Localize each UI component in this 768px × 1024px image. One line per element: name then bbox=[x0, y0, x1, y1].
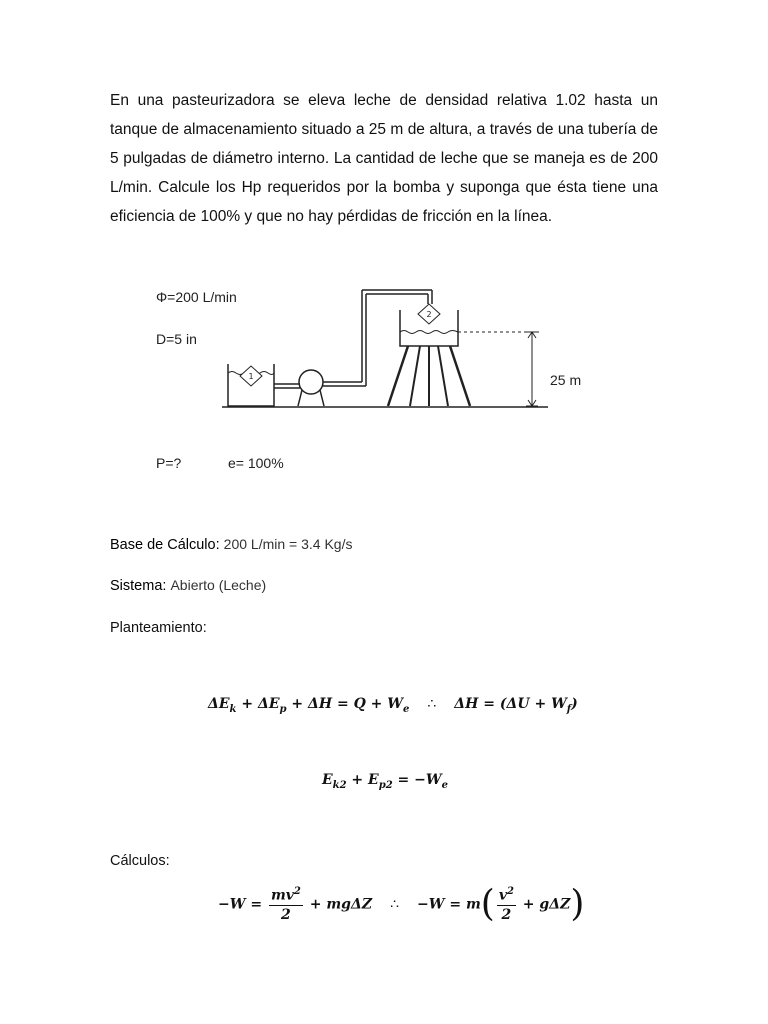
height-label: 25 m bbox=[550, 372, 582, 388]
base-label: Base de Cálculo: bbox=[110, 537, 220, 553]
system-label: Sistema: bbox=[110, 578, 167, 594]
tank-2-liquid bbox=[400, 331, 458, 334]
equation-3: −W = $\frac{mv^2}{2}$ + mgΔZ ∴ −W = m( $\frac{v^2}{2}$ + gΔZ) bbox=[218, 883, 585, 925]
efficiency-label: e= 100% bbox=[228, 455, 284, 471]
problem-statement: En una pasteurizadora se eleva leche de densidad relativa 1.02 hasta un tanque de almacenamiento situado a 25 m de altura, a través de una tubería de 5 pulgadas de diámetro interno. La cantidad de leche que se maneja es de 200 L/min. Calcule los Hp requeridos por la bomba y suponga que ésta tiene una eficiencia de 100% y que no hay pérdidas de fricción en la línea. bbox=[110, 92, 658, 225]
flow-label: Φ=200 L/min bbox=[156, 289, 237, 305]
pump-stand bbox=[298, 390, 324, 406]
calculos-label: Cálculos: bbox=[110, 853, 170, 869]
equation-1: $\Delta E_k + \Delta E_p + \Delta H = Q + W_e$ ∴ $\Delta H = (\Delta U + W_f)$ bbox=[208, 696, 578, 715]
planteamiento-label: Planteamiento: bbox=[110, 620, 207, 636]
system-value: Abierto (Leche) bbox=[170, 577, 267, 593]
sistema bbox=[110, 577, 266, 594]
base-value: 200 L/min = 3.4 Kg/s bbox=[223, 536, 353, 552]
pump-system-diagram bbox=[222, 282, 548, 410]
tank-1-marker: 1 bbox=[248, 372, 254, 381]
diameter-label: D=5 in bbox=[156, 331, 197, 347]
power-label: P=? bbox=[156, 455, 182, 471]
tank-2-marker: 2 bbox=[426, 310, 432, 319]
equation-2: $E_{k2} + E_{p2} = -W_e$ bbox=[322, 772, 448, 791]
base-de-calculo bbox=[110, 536, 352, 553]
